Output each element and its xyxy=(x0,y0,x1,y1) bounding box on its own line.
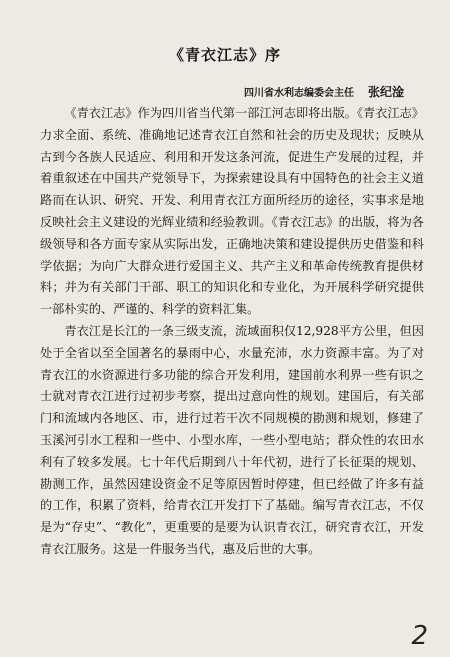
page-title: 《青衣江志》序 xyxy=(168,46,281,64)
author-name: 张纪淦 xyxy=(367,85,404,99)
body-text xyxy=(40,103,424,561)
page-number: 2 xyxy=(411,621,428,651)
paragraph-2: 青衣江是长江的一条三级支流，流域面积仅12,928平方公里，但因处于全省以至全国著名的暴雨中心，水量充沛，水力资源丰富。为了对青衣江的水资源进行多功能的综合开发利用，建国前水利界一些有识之士就对青衣江进行过初步考察，提出过意向性的规划。建国后，有关部门和流域内各地区、市，进行过若干次不同规模的勘测和规划，修建了玉溪河引水工程和一些中、小型水库，一些小型电站；群众性的农田水利有了较多发展。七十年代后期到八十年代初，进行了长征渠的规划、勘测工作，虽然因建设资金不足等原因暂时停建，但已经做了许多有益的工作，积累了资料，给青衣江开发打下了基础。编写青衣江志，不仅是为“存史”、“教化”，更重要的是要为认识青衣江，研究青衣江，开发青衣江服务。这是一件服务当代，惠及后世的大事。 xyxy=(40,323,424,556)
paragraph-1: 《青衣江志》作为四川省当代第一部江河志即将出版。《青衣江志》力求全面、系统、准确地记述青衣江自然和社会的历史及现状；反映从古到今各族人民适应、利用和开发这条河流，促进生产发展的过程，并着重叙述在中国共产党领导下，为探索建设具有中国特色的社会主义道路而在认识、研究、开发、利用青衣江方面所经历的途径，实事求是地反映社会主义建设的光辉业绩和经验教训。《青衣江志》的出版，将为各级领导和各方面专家从实际出发，正确地决策和建设提供历史借鉴和科学依据；为向广大群众进行爱国主义、共产主义和革命传统教育提供材料；并为有关部门干部、职工的知识化和专业化，为开展科学研究提供一部朴实的、严谨的、科学的资料汇集。 xyxy=(40,106,424,317)
author-byline xyxy=(244,83,404,100)
author-role: 四川省水利志编委会主任 xyxy=(243,88,354,99)
